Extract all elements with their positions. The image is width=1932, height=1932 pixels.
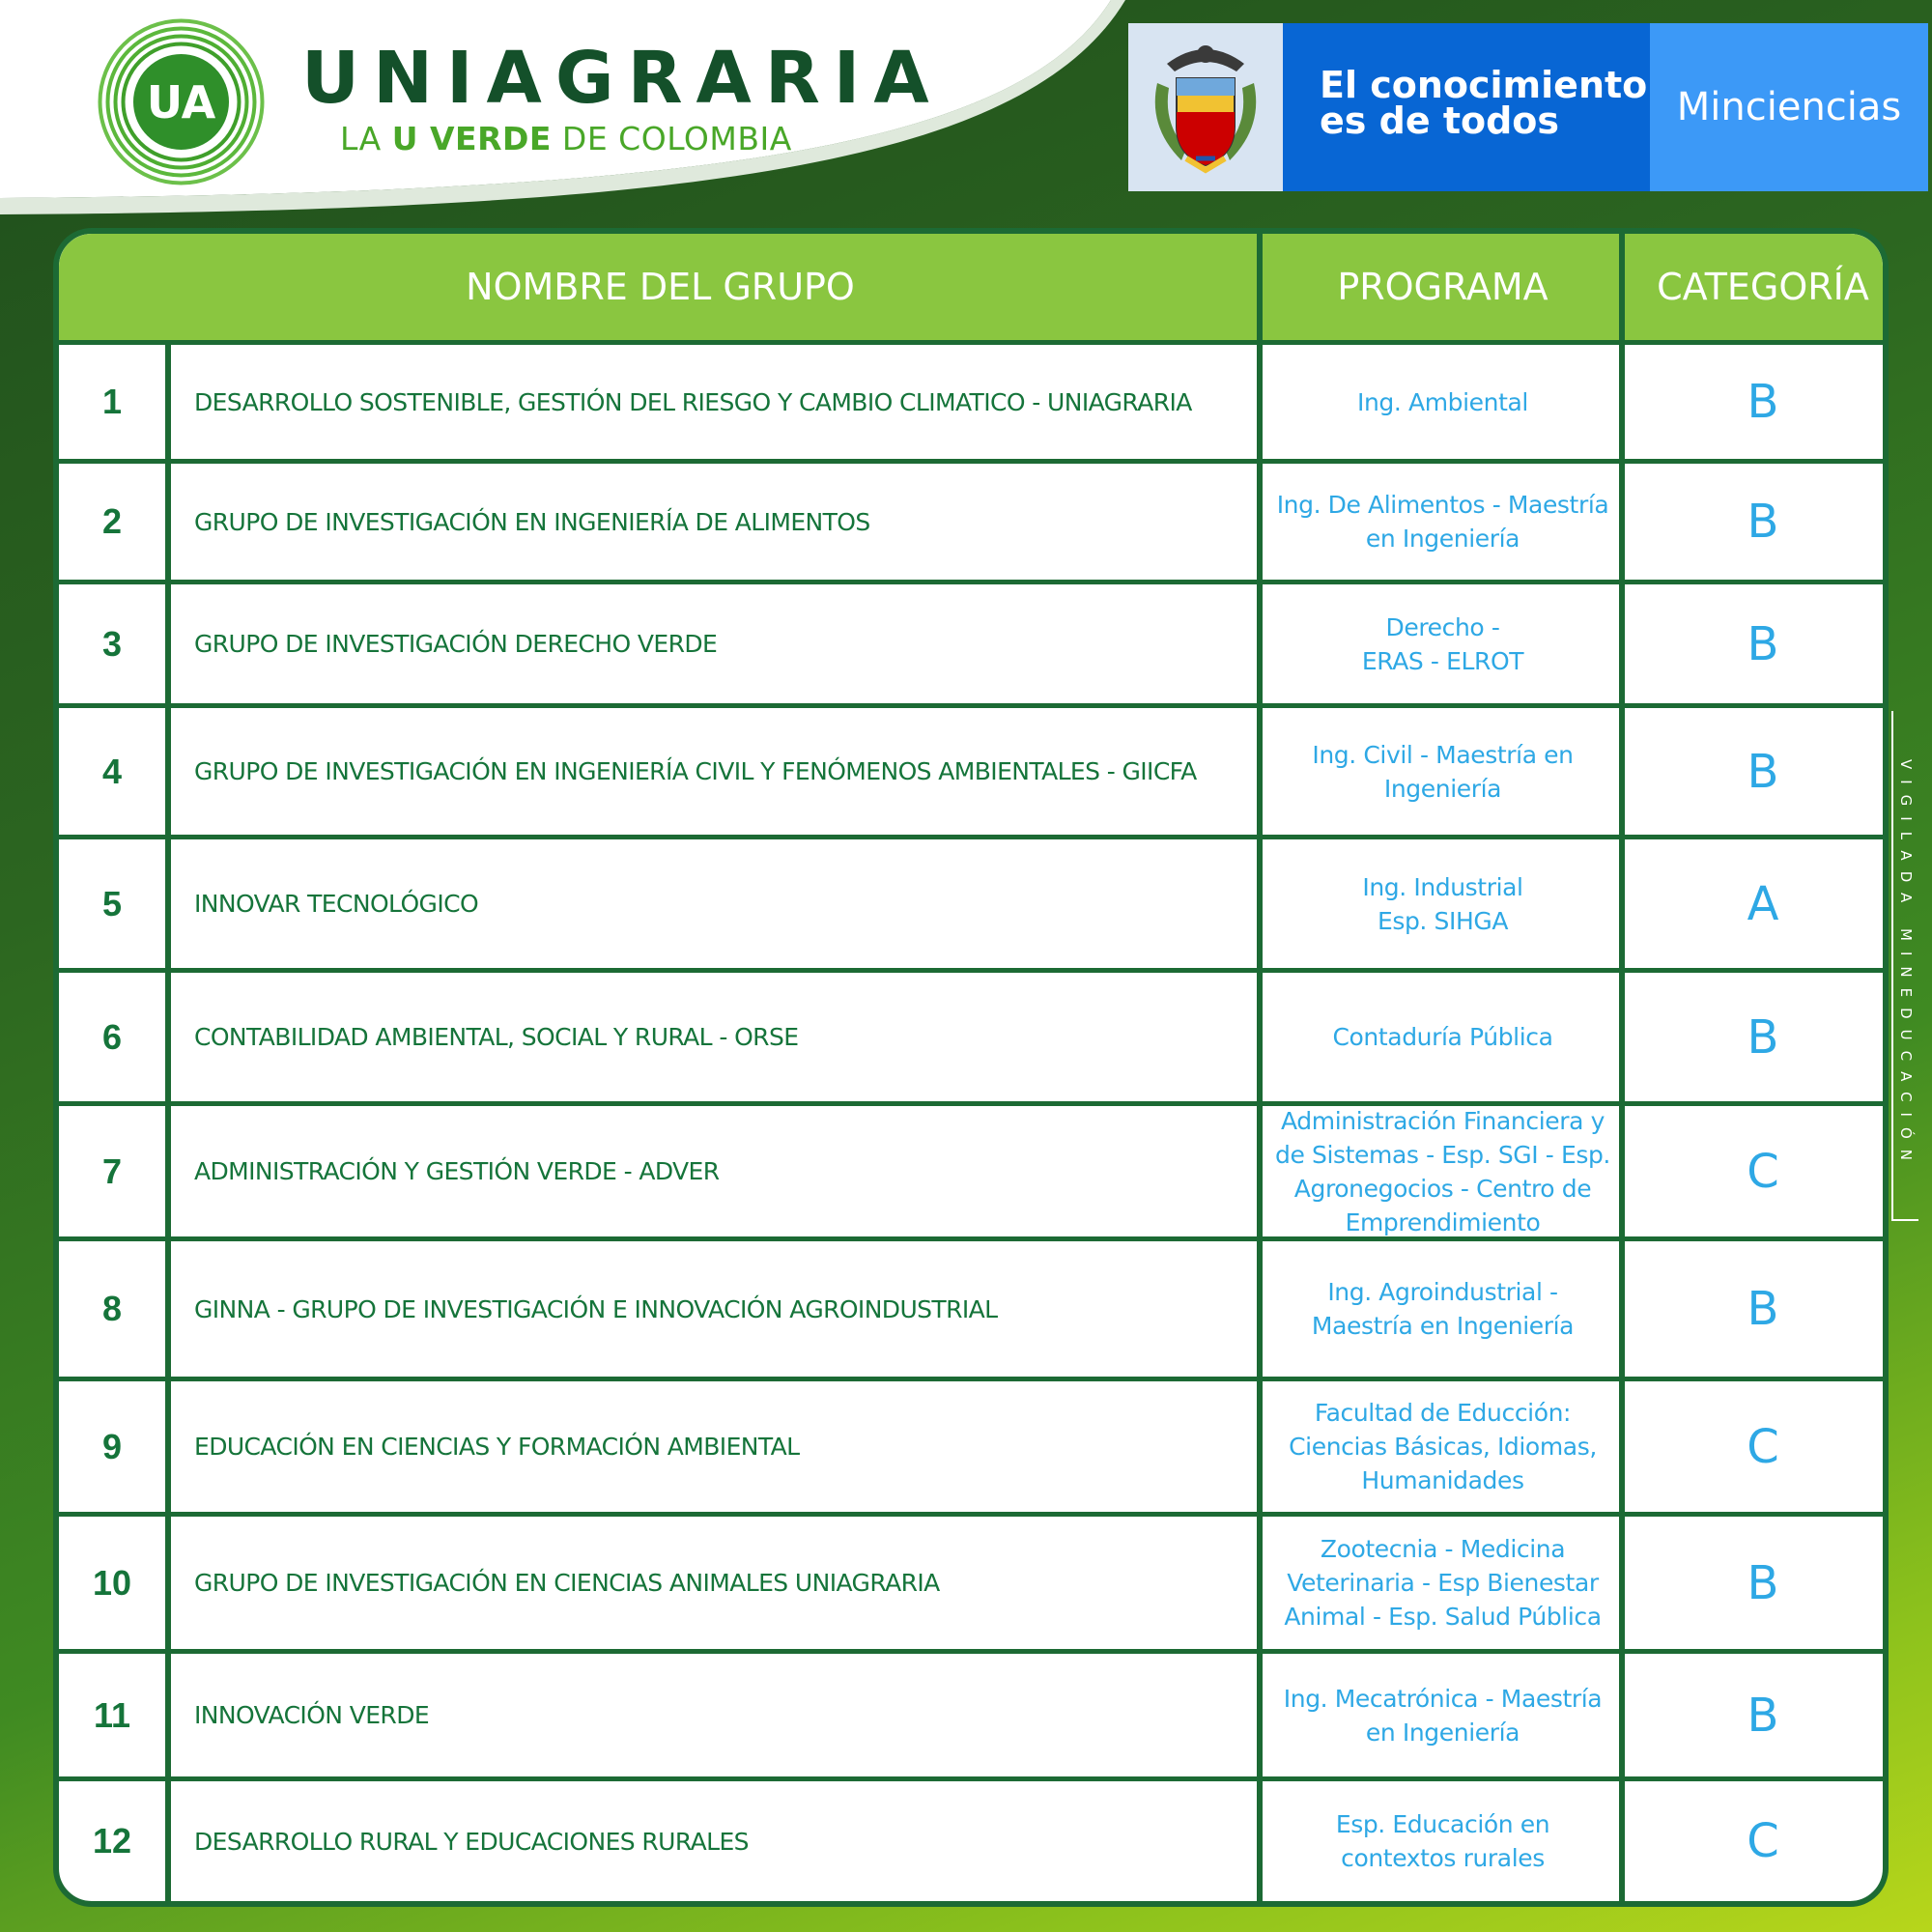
program-line: de Sistemas - Esp. SGI - Esp. <box>1275 1140 1610 1169</box>
program-line: Esp. Educación en <box>1335 1810 1550 1838</box>
brand-title: UNIAGRARIA <box>301 37 943 120</box>
group-program <box>1262 1781 1624 1901</box>
program-line: Animal - Esp. Salud Pública <box>1284 1603 1602 1631</box>
row-number: 12 <box>92 1821 132 1861</box>
group-category: B <box>1747 1688 1779 1743</box>
header-group-name: NOMBRE DEL GRUPO <box>466 266 855 308</box>
program-line: Agronegocios - Centro de <box>1293 1174 1592 1203</box>
program-line: Ing. Agroindustrial - <box>1327 1278 1558 1306</box>
program-line: Ingeniería <box>1383 774 1502 803</box>
header-program: PROGRAMA <box>1337 266 1548 308</box>
logo-text: UA <box>146 76 216 128</box>
uniagraria-logo <box>97 17 266 186</box>
program-line: contextos rurales <box>1341 1844 1545 1872</box>
research-groups-table <box>53 228 1889 1907</box>
group-category: B <box>1747 1282 1779 1336</box>
group-name: INNOVAR TECNOLÓGICO <box>194 890 479 918</box>
table-row <box>59 835 1883 968</box>
table-row <box>59 1776 1883 1901</box>
group-category: C <box>1747 1144 1779 1199</box>
row-number: 1 <box>101 382 123 421</box>
column-divider <box>1257 234 1263 1901</box>
row-number: 7 <box>101 1151 123 1191</box>
row-number: 5 <box>101 883 123 923</box>
group-name: DESARROLLO RURAL Y EDUCACIONES RURALES <box>194 1827 749 1856</box>
group-program <box>1262 464 1624 580</box>
group-name: DESARROLLO SOSTENIBLE, GESTIÓN DEL RIESGO Y CAMBIO CLIMATICO - UNIAGRARIA <box>194 387 1192 416</box>
minciencias-label: Minciencias <box>1650 23 1928 191</box>
program-line: Esp. SIHGA <box>1377 906 1509 935</box>
table-row <box>59 1649 1883 1776</box>
group-category: C <box>1747 1814 1779 1868</box>
program-line: Humanidades <box>1361 1466 1524 1494</box>
program-line: Veterinaria - Esp Bienestar <box>1287 1569 1599 1597</box>
group-program <box>1262 839 1624 968</box>
group-name: CONTABILIDAD AMBIENTAL, SOCIAL Y RURAL - ORSE <box>194 1023 799 1051</box>
group-program <box>1262 1106 1624 1236</box>
group-name: GRUPO DE INVESTIGACIÓN EN CIENCIAS ANIMALES UNIAGRARIA <box>194 1569 940 1597</box>
row-number: 6 <box>101 1016 123 1057</box>
table-row <box>59 703 1883 835</box>
group-name: INNOVACIÓN VERDE <box>194 1701 430 1729</box>
group-category: A <box>1747 876 1779 931</box>
row-number: 10 <box>92 1562 132 1603</box>
program-line: Contaduría Pública <box>1332 1023 1553 1051</box>
column-divider <box>165 340 171 1901</box>
column-divider <box>1619 234 1625 1901</box>
table-row <box>59 968 1883 1101</box>
table-row <box>59 340 1883 459</box>
row-number: 4 <box>101 751 123 791</box>
program-line: en Ingeniería <box>1365 525 1520 553</box>
gov-slogan: El conocimiento es de todos <box>1283 23 1650 191</box>
group-name: EDUCACIÓN EN CIENCIAS Y FORMACIÓN AMBIENTAL <box>194 1433 800 1461</box>
program-line: ERAS - ELROT <box>1361 646 1524 675</box>
program-line: Ciencias Básicas, Idiomas, <box>1289 1433 1597 1461</box>
group-category: B <box>1747 744 1779 799</box>
group-category: B <box>1747 616 1779 671</box>
group-category: B <box>1747 375 1779 429</box>
program-line: Ing. Mecatrónica - Maestría <box>1283 1684 1603 1713</box>
group-category: B <box>1747 1009 1779 1065</box>
group-name: GRUPO DE INVESTIGACIÓN EN INGENIERÍA CIVIL Y FENÓMENOS AMBIENTALES - GIICFA <box>194 757 1197 785</box>
group-name: GINNA - GRUPO DE INVESTIGACIÓN E INNOVACIÓN AGROINDUSTRIAL <box>194 1294 998 1323</box>
group-category: B <box>1747 495 1779 549</box>
group-name: GRUPO DE INVESTIGACIÓN DERECHO VERDE <box>194 630 718 658</box>
brand-tagline: LA U VERDE DE COLOMBIA <box>340 120 792 157</box>
table-row <box>59 1377 1883 1512</box>
program-line: Ing. Civil - Maestría en <box>1312 740 1574 769</box>
group-program <box>1262 345 1624 459</box>
program-line: Ing. Ambiental <box>1357 387 1528 416</box>
row-number: 9 <box>101 1426 123 1466</box>
table-row <box>59 1512 1883 1649</box>
program-line: Ing. Industrial <box>1362 872 1523 901</box>
group-program <box>1262 973 1624 1101</box>
program-line: Emprendimiento <box>1345 1208 1541 1236</box>
table-header <box>59 234 1883 340</box>
group-program <box>1262 1517 1624 1649</box>
vigilada-mineducacion-note: VIGILADA MINEDUCACIÓN <box>1891 711 1918 1221</box>
table-row <box>59 580 1883 703</box>
row-number: 3 <box>101 623 123 664</box>
group-program <box>1262 584 1624 703</box>
row-number: 11 <box>93 1694 131 1735</box>
group-program <box>1262 1241 1624 1377</box>
program-line: Facultad de Educción: <box>1314 1399 1572 1427</box>
group-name: ADMINISTRACIÓN Y GESTIÓN VERDE - ADVER <box>194 1157 720 1185</box>
program-line: Derecho - <box>1385 612 1500 641</box>
group-program <box>1262 708 1624 835</box>
program-line: Zootecnia - Medicina <box>1320 1535 1566 1563</box>
group-program <box>1262 1381 1624 1512</box>
group-category: B <box>1747 1555 1779 1610</box>
table-row <box>59 1101 1883 1236</box>
group-name: GRUPO DE INVESTIGACIÓN EN INGENIERÍA DE ALIMENTOS <box>194 507 870 536</box>
group-program <box>1262 1654 1624 1776</box>
row-number: 8 <box>101 1289 123 1328</box>
row-number: 2 <box>101 501 123 541</box>
table-row <box>59 1236 1883 1377</box>
table-row <box>59 459 1883 580</box>
program-line: en Ingeniería <box>1365 1718 1520 1747</box>
program-line: Ing. De Alimentos - Maestría <box>1276 491 1609 519</box>
coat-of-arms-icon <box>1128 23 1283 191</box>
header-category: CATEGORÍA <box>1657 266 1869 308</box>
program-line: Administración Financiera y <box>1281 1106 1605 1135</box>
group-category: C <box>1747 1419 1779 1474</box>
government-banner <box>1128 23 1928 191</box>
program-line: Maestría en Ingeniería <box>1311 1312 1575 1340</box>
